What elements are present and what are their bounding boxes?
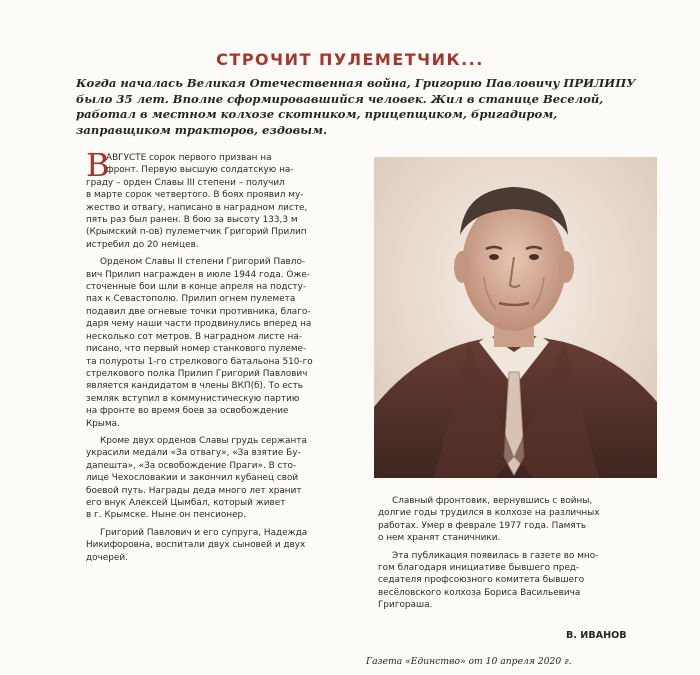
author-signature: В. ИВАНОВ [566, 630, 627, 641]
lead-line: было 35 лет. Вполне сформировавшийся человек. Жил в станице Веселой, [76, 91, 604, 106]
body-line: боевой путь. Награды деда много лет хранит [86, 485, 302, 496]
caption-line: Эта публикация появилась в газете во мно- [392, 550, 599, 561]
body-line: жество и отвагу, написано в наградном листе, [86, 202, 308, 213]
body-line: пять раз был ранен. В бою за высоту 133,3 м [86, 215, 298, 226]
lead-line: заправщиком тракторов, ездовым. [76, 122, 328, 137]
body-line: в г. Крымске. Ныне он пенсионер. [86, 510, 247, 521]
body-line: Орденом Славы II степени Григорий Павло- [100, 257, 306, 268]
caption-line: о нем хранят станичники. [378, 533, 501, 544]
article-body-column [86, 152, 356, 569]
caption-paragraph [378, 495, 663, 545]
body-line: граду – орден Славы III степени – получил [86, 177, 285, 188]
body-line: истребил до 20 немцев. [86, 239, 199, 250]
caption-line: Славный фронтовик, вернувшись с войны, [392, 496, 593, 506]
body-line: земляк вступил в коммунистическую партию [86, 393, 300, 404]
body-line: вич Прилип награжден в июле 1944 года. Оже- [86, 269, 310, 280]
drop-cap: В [86, 146, 110, 184]
body-paragraph [86, 435, 356, 522]
body-paragraph [86, 256, 356, 430]
body-line: украсили медали «За отвагу», «За взятие Бу- [86, 448, 301, 459]
body-line: Кроме двух орденов Славы грудь сержанта [100, 435, 307, 446]
body-line: АВГУСТЕ сорок первого призван на [106, 153, 272, 163]
body-line: сточенные бои шли в конце апреля на подсту- [86, 282, 307, 293]
body-line: Крыма. [86, 418, 120, 429]
body-line: пах к Севастополю. Прилип огнем пулемета [86, 294, 296, 305]
body-line: стрелкового полка Прилип Григорий Павлович [86, 368, 308, 379]
caption-paragraph [378, 550, 663, 612]
caption-line: гом благодаря инициативе бывшего пред- [378, 563, 580, 574]
body-line: Григорий Павлович и его супруга, Надежда [100, 527, 308, 538]
body-line: фронт. Первую высшую солдатскую на- [106, 165, 294, 176]
body-paragraph [86, 152, 356, 251]
caption-line: работах. Умер в феврале 1977 года. Память [378, 520, 587, 531]
caption-line: Григораша. [378, 600, 433, 611]
body-line: подавил две огневые точки противника, благо- [86, 306, 311, 317]
photo-caption [378, 495, 663, 617]
body-line: лице Чехословакии и закончил кубанец свой [86, 473, 299, 484]
body-line: (Крымский п-ов) пулеметчик Григорий Прилип [86, 227, 307, 238]
body-line: в марте сорок четвертого. В боях проявил му- [86, 190, 304, 201]
caption-line: весёловского колхоза Бориса Васильевича [378, 587, 581, 598]
body-paragraph [86, 527, 356, 564]
body-line: дапешта», «За освобождение Праги». В сто- [86, 460, 297, 471]
lead-line: работал в местном колхозе скотником, прицепщиком, бригадиром, [76, 107, 558, 122]
caption-line: седателя профсоюзного комитета бывшего [378, 575, 585, 586]
body-line: на фронте во время боев за освобождение [86, 406, 289, 417]
body-line: Никифоровна, воспитали двух сыновей и двух [86, 540, 306, 551]
body-line: его внук Алексей Цымбал, который живет [86, 497, 286, 508]
body-line: та полуроты 1-го стрелкового батальона 510-го [86, 356, 313, 367]
body-line: несколько сот метров. В наградном листе на- [86, 331, 302, 342]
body-line: является кандидатом в члены ВКП(б). То есть [86, 381, 304, 392]
article-lead [76, 76, 656, 138]
body-line: даря чему наши части продвинулись вперед на [86, 319, 312, 330]
portrait-illustration [374, 157, 657, 478]
source-credit: Газета «Единство» от 10 апреля 2020 г. [366, 656, 572, 667]
body-line: писано, что первый номер станкового пулеме- [86, 344, 307, 355]
portrait-photo [374, 157, 657, 478]
caption-line: долгие годы трудился в колхозе на различных [378, 508, 600, 519]
article-title: СТРОЧИТ ПУЛЕМЕТЧИК... [216, 50, 484, 69]
body-line: дочерей. [86, 552, 128, 563]
lead-line: Когда началась Великая Отечественная война, Григорию Павловичу ПРИЛИПУ [76, 76, 636, 90]
